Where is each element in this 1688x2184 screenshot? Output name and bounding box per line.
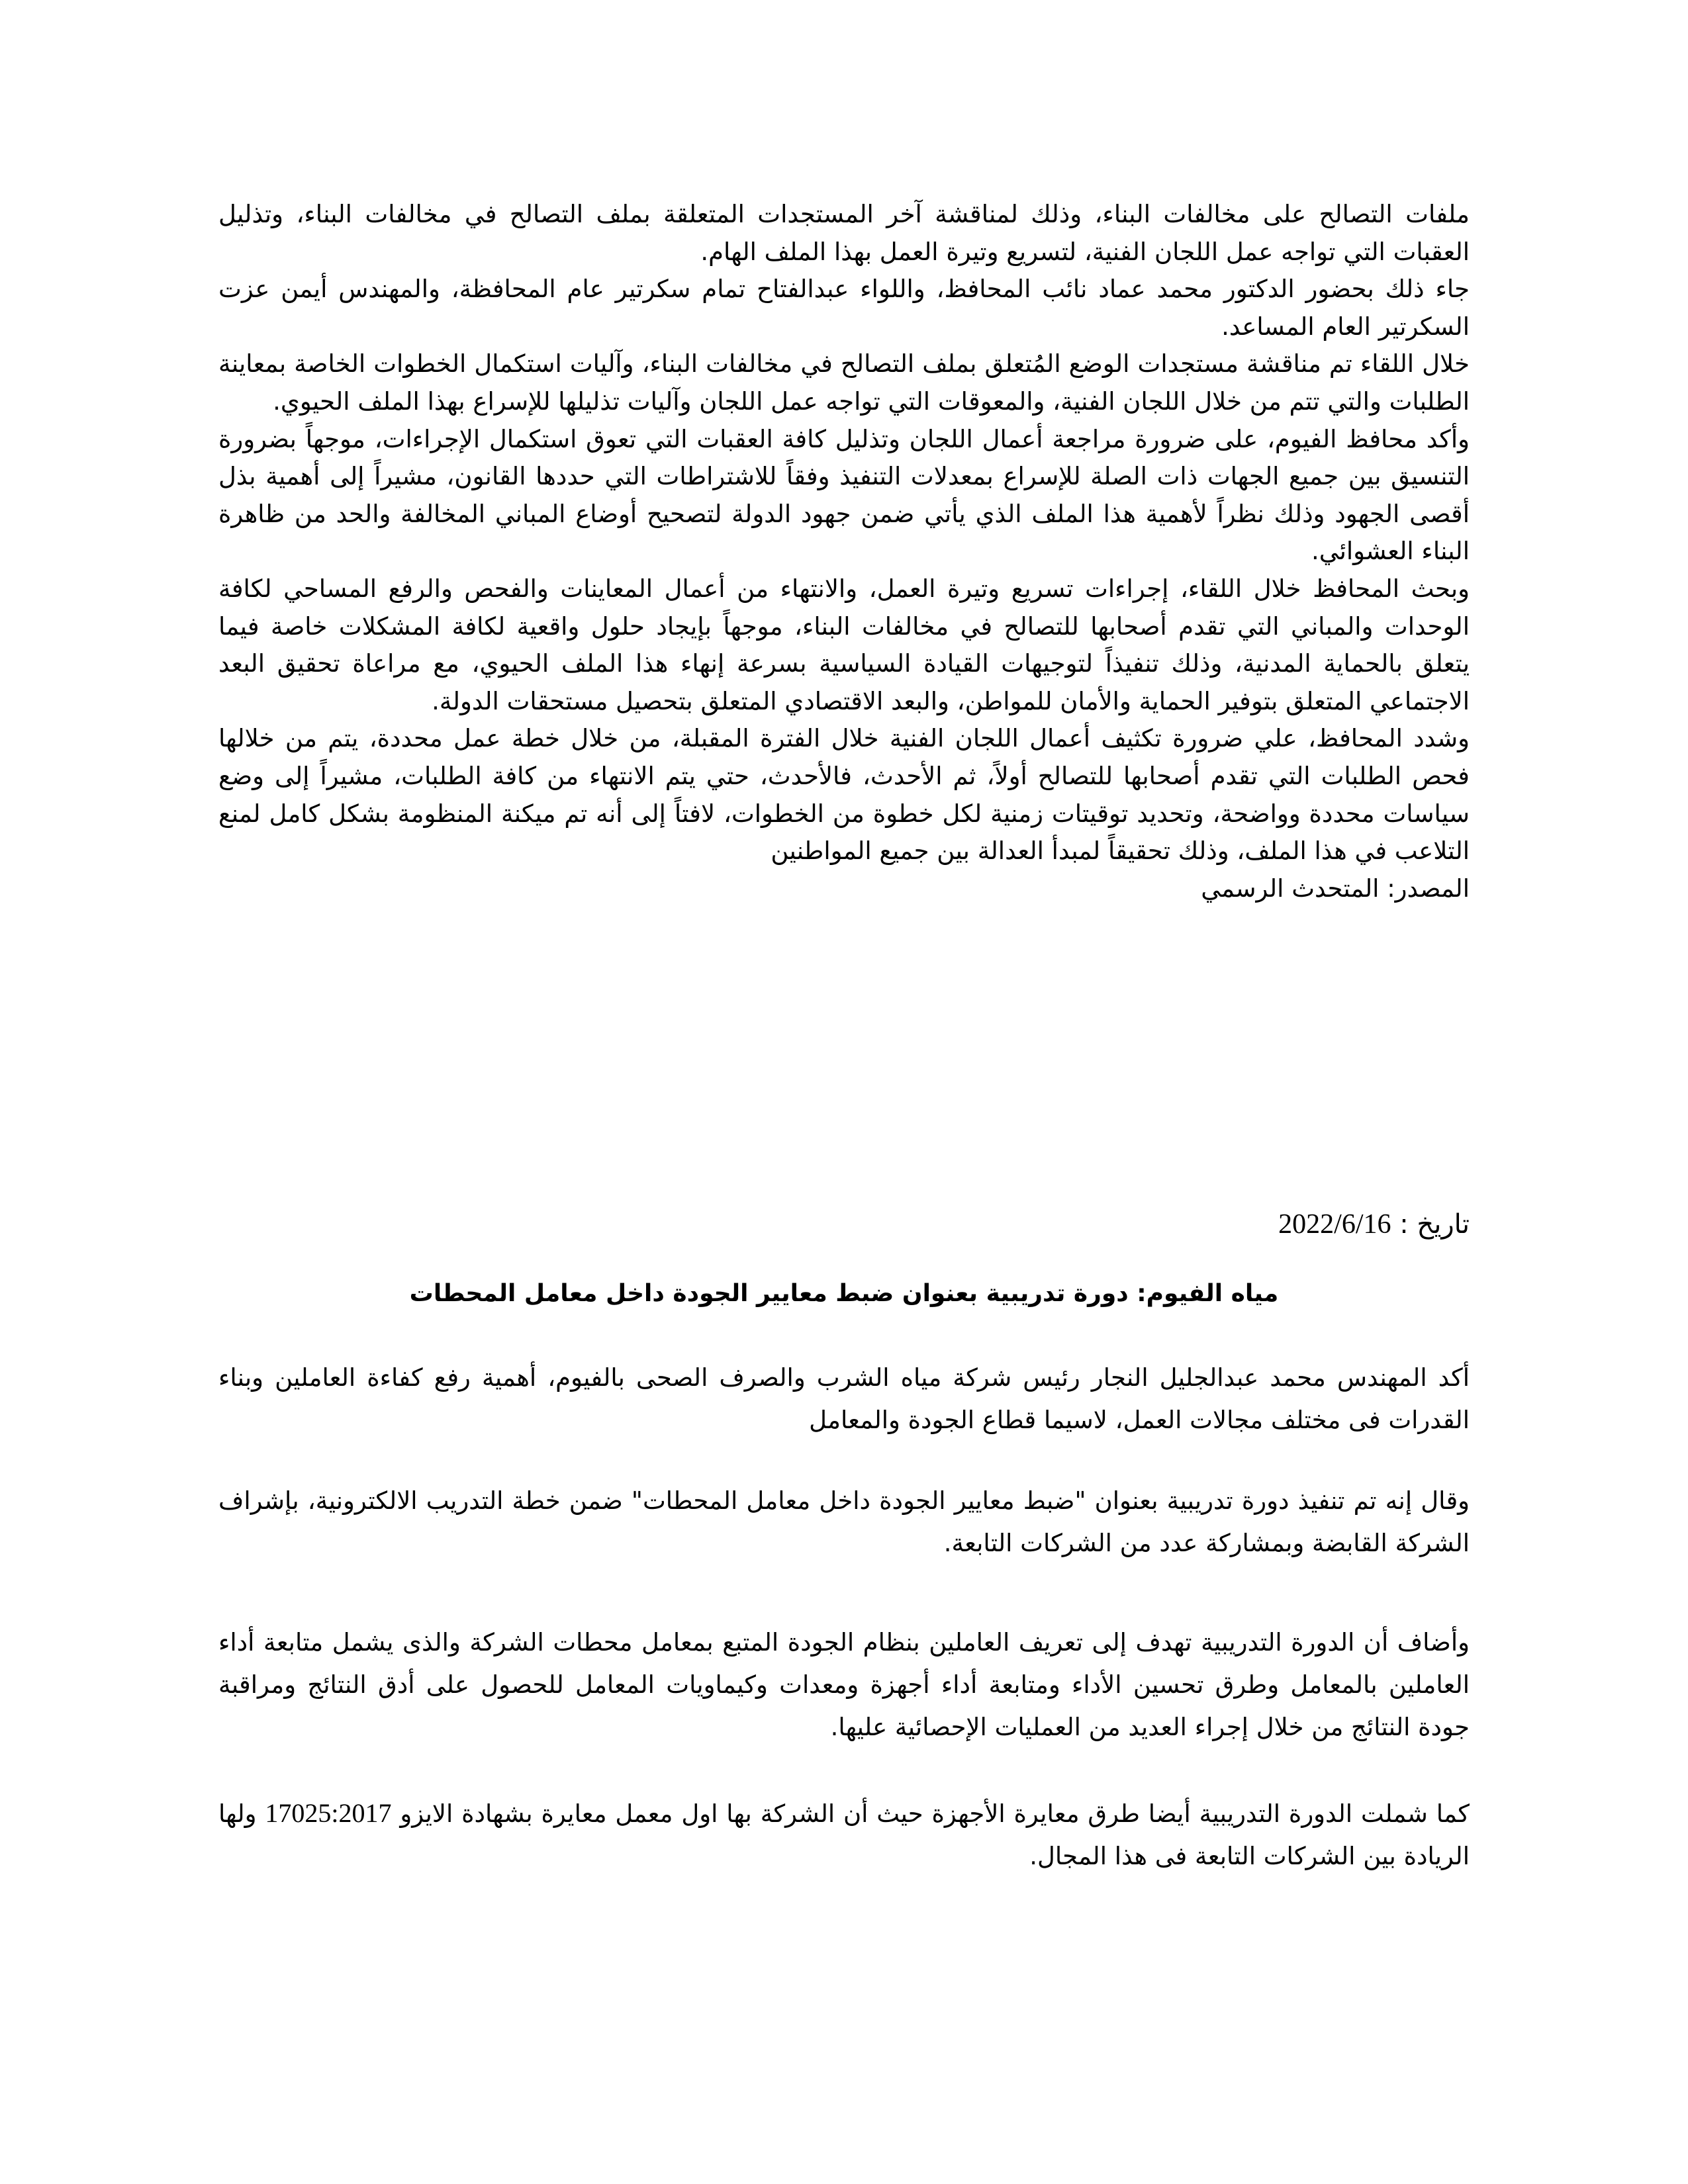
- date-value: 2022/6/16: [1278, 1209, 1391, 1240]
- date-line: [874, 1206, 1470, 1243]
- last-paragraph: [218, 1792, 1470, 1878]
- date-label: تاريخ :: [1399, 1209, 1470, 1240]
- iso-code: 17025:2017: [265, 1798, 392, 1828]
- article-body: [218, 1357, 1470, 1917]
- last-paragraph-text: كما شملت الدورة التدريبية أيضا طرق معايرة الأجهزة حيث أن الشركة بها اول معمل معايرة بشهادة الايزو: [400, 1799, 1470, 1828]
- paragraph: وشدد المحافظ، علي ضرورة تكثيف أعمال اللجان الفنية خلال الفترة المقبلة، من خلال خطة عمل محددة، يتم من خلالها فحص الطلبات التي تقدم أصحابها للتصالح أولاً، ثم الأحدث، فالأحدث، حتي يتم الانتهاء من كافة الطلبات، مشيراً إلى وضع سياسات محددة وواضحة، وتحديد توقيتات زمنية لكل خطوة من الخطوات، لافتاً إلى أنه تم ميكنة المنظومة بشكل كامل لمنع التلاعب في هذا الملف، وذلك تحقيقاً لمبدأ العدالة بين جميع المواطنين: [218, 724, 1470, 866]
- paragraph: وبحث المحافظ خلال اللقاء، إجراءات تسريع وتيرة العمل، والانتهاء من أعمال المعاينات والفحص والرفع المساحي لكافة الوحدات والمباني التي تقدم أصحابها للتصالح في مخالفات البناء، موجهاً بإيجاد حلول واقعية لكافة المشكلات خاصة فيما يتعلق بالحماية المدنية، وذلك تنفيذاً لتوجيهات القيادة السياسية بسرعة إنهاء هذا الملف الحيوي، مع مراعاة تحقيق البعد الاجتماعي المتعلق بتوفير الحماية والأمان للمواطن، والبعد الاقتصادي المتعلق بتحصيل مستحقات الدولة.: [218, 574, 1470, 715]
- top-section: [218, 196, 1470, 907]
- paragraph: خلال اللقاء تم مناقشة مستجدات الوضع المُتعلق بملف التصالح في مخالفات البناء، وآليات استكمال الخطوات الخاصة بمعاينة الطلبات والتي تتم من خلال اللجان الفنية، والمعوقات التي تواجه عمل اللجان وآليات تذليلها للإسراع بهذا الملف الحيوي.: [218, 349, 1470, 416]
- paragraph: أكد المهندس محمد عبدالجليل النجار رئيس شركة مياه الشرب والصرف الصحى بالفيوم، أهمية رفع كفاءة العاملين وبناء القدرات فى مختلف مجالات العمل، لاسيما قطاع الجودة والمعامل: [218, 1363, 1470, 1434]
- last-paragraph-tail: ولها الريادة بين الشركات التابعة فى هذا المجال.: [218, 1799, 1470, 1870]
- article-title: مياه الفيوم: دورة تدريبية بعنوان ضبط معايير الجودة داخل معامل المحطات: [409, 1280, 1279, 1307]
- paragraph: وأكد محافظ الفيوم، على ضرورة مراجعة أعمال اللجان وتذليل كافة العقبات التي تعوق استكمال الإجراءات، موجهاً بضرورة التنسيق بين جميع الجهات ذات الصلة للإسراع بمعدلات التنفيذ وفقاً للاشتراطات التي حددها القانون، مشيراً إلى أهمية بذل أقصى الجهود وذلك نظراً لأهمية هذا الملف الذي يأتي ضمن جهود الدولة لتصحيح أوضاع المباني المخالفة والحد من ظاهرة البناء العشوائي.: [218, 424, 1470, 566]
- paragraph: جاء ذلك بحضور الدكتور محمد عماد نائب المحافظ، واللواء عبدالفتاح تمام سكرتير عام المحافظة، والمهندس أيمن عزت السكرتير العام المساعد.: [218, 275, 1470, 341]
- paragraph: ملفات التصالح على مخالفات البناء، وذلك لمناقشة آخر المستجدات المتعلقة بملف التصالح في مخالفات البناء، وتذليل العقبات التي تواجه عمل اللجان الفنية، لتسريع وتيرة العمل بهذا الملف الهام.: [218, 200, 1470, 266]
- paragraph: وأضاف أن الدورة التدريبية تهدف إلى تعريف العاملين بنظام الجودة المتبع بمعامل محطات الشركة والذى يشمل متابعة أداء العاملين بالمعامل وطرق تحسين الأداء ومتابعة أداء أجهزة ومعدات وكيماويات المعامل للحصول على أدق النتائج ومراقبة جودة النتائج من خلال إجراء العديد من العمليات الإحصائية عليها.: [218, 1628, 1470, 1741]
- paragraph: وقال إنه تم تنفيذ دورة تدريبية بعنوان "ضبط معايير الجودة داخل معامل المحطات" ضمن خطة التدريب الالكترونية، بإشراف الشركة القابضة وبمشاركة عدد من الشركات التابعة.: [218, 1486, 1470, 1557]
- source-line: المصدر: المتحدث الرسمي: [1201, 874, 1470, 903]
